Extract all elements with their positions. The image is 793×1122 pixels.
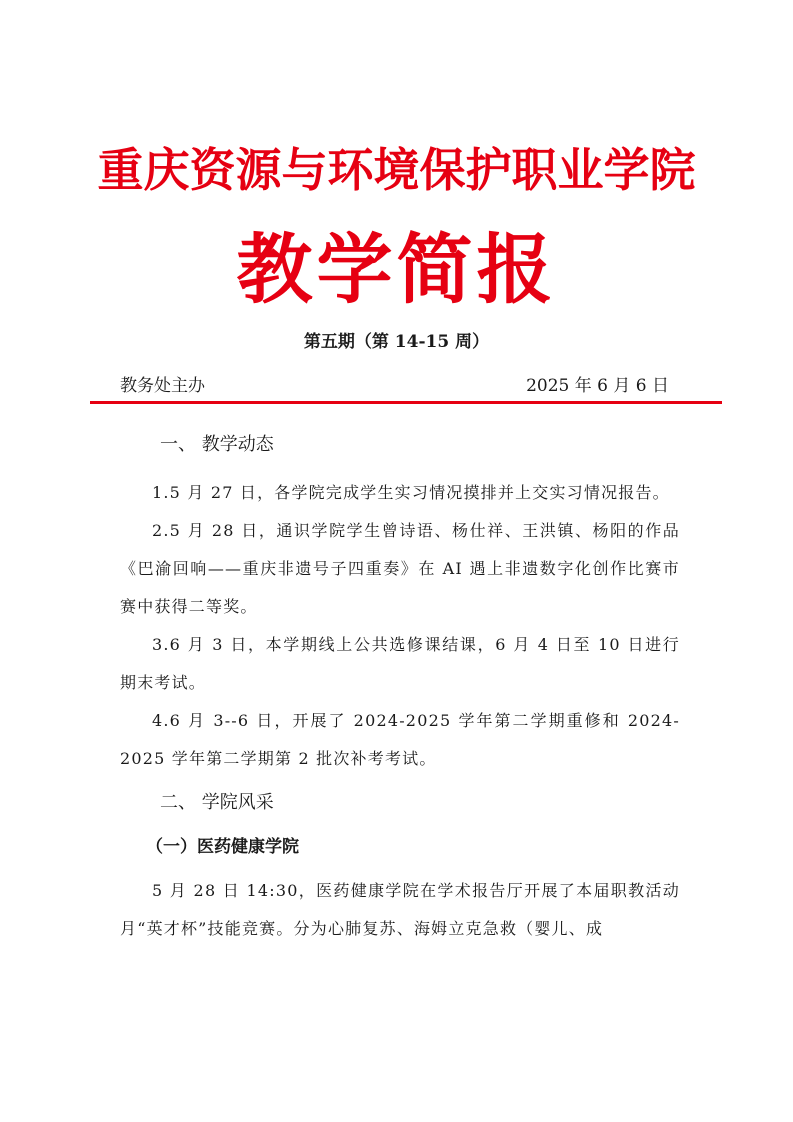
subheading-medical-college: （一）医药健康学院: [146, 837, 299, 857]
paragraph: 4.6 月 3--6 日，开展了 2024-2025 学年第二学期重修和 2024-2025 学年第二学期第 2 批次补考考试。: [120, 711, 680, 768]
paragraph: 5 月 28 日 14:30，医药健康学院在学术报告厅开展了本届职教活动月“英才杯”技能竞赛。分为心肺复苏、海姆立克急救（婴儿、成: [120, 881, 680, 938]
paragraph: 3.6 月 3 日，本学期线上公共选修课结课，6 月 4 日至 10 日进行期末考试。: [120, 635, 680, 692]
section-heading-teaching-news: 一、 教学动态: [160, 434, 274, 455]
issue-number: 第五期（第 14-15 周）: [303, 332, 490, 352]
org-title: 重庆资源与环境保护职业学院: [97, 143, 696, 197]
sponsor: 教务处主办: [120, 376, 205, 396]
paragraph: 2.5 月 28 日，通识学院学生曾诗语、杨仕祥、王洪镇、杨阳的作品《巴渝回响——重庆非遗号子四重奏》在 AI 遇上非遗数字化创作比赛市赛中获得二等奖。: [120, 521, 680, 616]
publish-date: 2025 年 6 月 6 日: [526, 376, 669, 396]
paragraph: 1.5 月 27 日，各学院完成学生实习情况摸排并上交实习情况报告。: [152, 483, 670, 502]
document-body: [120, 430, 680, 948]
red-divider: [90, 401, 722, 404]
section-heading-college-style: 二、 学院风采: [160, 792, 274, 813]
bulletin-title: 教学简报: [236, 225, 557, 314]
